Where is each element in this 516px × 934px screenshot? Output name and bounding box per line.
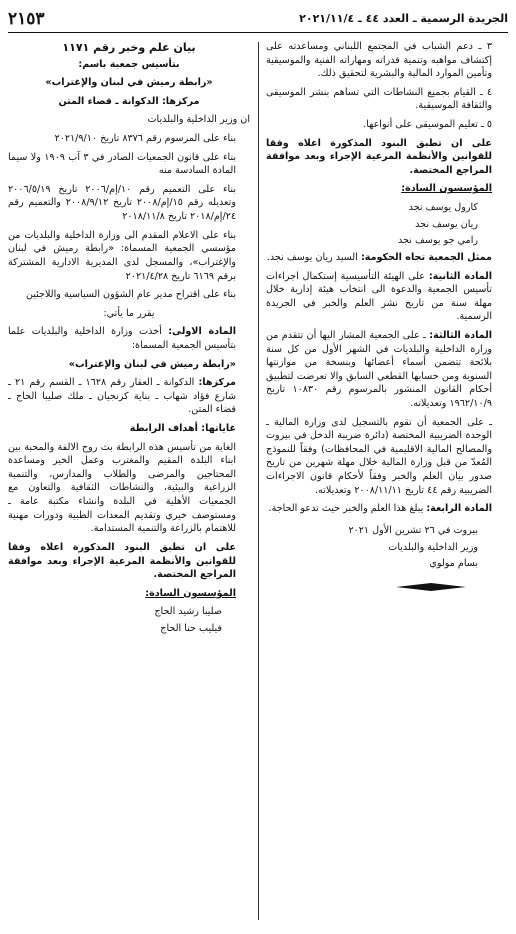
article-3-label: المادة الثالثة: bbox=[429, 329, 492, 341]
page-header bbox=[8, 6, 508, 33]
signature-title: وزير الداخلية والبلديات bbox=[388, 541, 478, 553]
left-column bbox=[8, 40, 250, 922]
article-3 bbox=[266, 329, 506, 411]
government-representative bbox=[266, 251, 506, 265]
paragraph-goal-5: ٥ ـ تعليم الموسيقى على أنواعها. bbox=[363, 119, 492, 131]
apply-clause: على ان تطبق البنود المذكورة اعلاه وفقا للقوانين والأنظمة المرعية الإجراء وبعد موافقة المراجع المختصة. bbox=[8, 541, 236, 581]
gazette-issue-title: الجريدة الرسمية ـ العدد ٤٤ ـ ٢٠٢١/١١/٤ bbox=[299, 12, 508, 26]
signature-block bbox=[266, 524, 506, 571]
signature-name: بسام مولوي bbox=[429, 558, 478, 570]
recital: بناء على قانون الجمعيات الصادر في ٣ آب ١٩٠٩ ولا سيما المادة السادسة منه bbox=[8, 151, 237, 177]
founder-name: كارول يوسف نجد bbox=[408, 202, 478, 214]
headquarters-detail bbox=[8, 376, 250, 417]
minister-intro: ان وزير الداخلية والبلديات bbox=[147, 114, 250, 126]
article-4-label: المادة الرابعة: bbox=[426, 503, 492, 515]
notice-title: بيان علم وخبر رقم ١١٧١ bbox=[62, 41, 196, 54]
paragraph-goal-3: ٣ ـ دعم الشباب في المجتمع اللبناني ومساعدته على إكتشاف مواهبه وتنمية قدراته ومهاراته الفنية والموسيقية وتأمين الموارد المالية والبشرية لتحقيق ذلك. bbox=[266, 41, 492, 80]
founders-heading: المؤسسون السادة: bbox=[145, 587, 236, 599]
founders-list bbox=[8, 605, 250, 635]
founder-name: فيليب حنا الحاج bbox=[160, 622, 222, 634]
association-name: «رابطة رميش في لبنان والإغتراب» bbox=[45, 77, 213, 89]
representative-value: السيد ريان يوسف نجد. bbox=[266, 251, 358, 263]
notice-subtitle: بتأسيس جمعية باسم: bbox=[78, 58, 180, 70]
right-column bbox=[266, 40, 506, 922]
recital: بناء على الاعلام المقدم الى وزارة الداخلية والبلديات من مؤسسي الجمعية المسماة: «رابطة رميش في لبنان والإغتراب»، والمسجل لدى المديرية الادارية المشتركة برقم ٦١٦٩ تاريخ ٢٠٢١/٤/٢٨ bbox=[8, 229, 236, 282]
signature-date: بيروت في ٢٦ تشرين الأول ٢٠٢١ bbox=[348, 524, 478, 536]
article-1-text: أخذت وزارة الداخلية والبلديات علما بتأسيس الجمعية المسماة: bbox=[8, 326, 236, 351]
paragraph-goal-4: ٤ ـ القيام بجميع النشاطات التي تساهم بنشر الموسيقى والثقافة الموسيقية. bbox=[266, 86, 492, 112]
association-name-repeat: «رابطة رميش في لبنان والإغتراب» bbox=[68, 358, 236, 370]
article-3-tax: ـ على الجمعية أن تقوم بالتسجيل لدى وزارة المالية ـ الوحدة الضريبية المختصة (دائرة ضريبة الدخل في بيروت والمصالح المالية الاقليمية في المحافظات) وفقاً للنموذج المُعدّ من قبل وزارة المالية خلال مهلة شهرين من تاريخ صدور بيان العلم والخبر وفقاً لأحكام قانون الاجراءات الضريبية رقم ٤٤ تاريخ ٢٠٠٨/١١/١١ وتعديلاته. bbox=[266, 416, 492, 496]
recital: بناء على التعميم رقم ١٠/إم/٢٠٠٦ تاريخ ٢٠٠٦/٥/١٩ وتعديله رقم ١٥/إم/٢٠٠٨ تاريخ ٢٠٠٨/٩/١٢ والتعميم رقم ٢٤/إم/٢٠١٨ تاريخ ٢٠١٨/١١/٨ bbox=[8, 183, 236, 223]
decides-line: يقرر ما يأتي: bbox=[103, 307, 155, 319]
recital: بناء على اقتراح مدير عام الشؤون السياسية واللاجئين bbox=[25, 289, 236, 301]
column-divider bbox=[258, 42, 259, 920]
founders-list bbox=[266, 201, 506, 248]
article-3-text: ـ على الجمعية المشار اليها أن تتقدم من وزارة الداخلية والبلديات في الشهر الأول من كل سنة بلائحة تتضمن أسماء أعضائها وبنسخة من موازنتها السنوية ومن حسابها القطعي السابق والا تعرضت لتطبيق أحكام القانون المنشور بالمرسوم رقم ١٠٨٣٠ تاريخ ١٩٦٢/١٠/٩ وتعديلاته. bbox=[266, 329, 492, 410]
goals-heading: غاياتها: أهداف الرابطة bbox=[129, 423, 236, 435]
article-2-label: المادة الثانية: bbox=[428, 270, 492, 282]
article-2 bbox=[266, 270, 506, 324]
article-1 bbox=[8, 325, 250, 352]
article-1-label: المادة الاولى: bbox=[168, 326, 236, 338]
association-hq: مركزها: الدكوانة ـ قضاء المتن bbox=[58, 95, 200, 107]
founder-name: ريان يوسف نجد bbox=[415, 218, 478, 230]
article-4-text: يبلغ هذا العلم والخبر حيث تدعو الحاجة. bbox=[268, 503, 424, 515]
article-2-text: على الهيئة التأسيسية إستكمال اجراءات تأسيس الجمعية والدعوة الى انتخاب هيئة إدارية خلال مهلة سنة من تاريخ نشر العلم والخبر في الجريدة الرسمية. bbox=[266, 270, 492, 323]
end-ornament bbox=[396, 582, 466, 592]
page-number: ٢١٥٣ bbox=[8, 8, 45, 29]
apply-clause: على ان تطبق البنود المذكورة اعلاه وفقا للقوانين والأنظمة المرعية الإجراء وبعد موافقة المراجع المختصة. bbox=[266, 137, 492, 176]
founder-name: رامي جو يوسف نجد bbox=[398, 235, 478, 247]
recital: بناء على المرسوم رقم ٨٣٧٦ تاريخ ٢٠٢١/٩/١٠ bbox=[54, 133, 236, 145]
founder-name: صليبا رشيد الحاج bbox=[154, 606, 222, 618]
founders-heading: المؤسسون السادة: bbox=[401, 183, 492, 195]
headquarters-label: مركزها: bbox=[198, 377, 236, 389]
article-4 bbox=[266, 502, 506, 516]
representative-label: ممثل الجمعية تجاه الحكومة: bbox=[360, 251, 492, 263]
goals-text: الغاية من تأسيس هذه الرابطة بث روح الالفة والمحبة بين ابناء البلدة المقيم والمغترب وعمل الخير ومساعدة المحتاجين والمرضى والطلاب والمدارس، والتنمية الزراعية والبيئية، والنشاطات الثقافية والتعاون مع الجمعيات الأهلية في البلدة وانشاء مكتبة عامة ـ ومستوصف خيري وتقديم المعدات الطبية ودورات مهنية للاهتمام بالزراعة والتنمية المستدامة. bbox=[8, 441, 236, 535]
headquarters-text: الدكوانة ـ العقار رقم ١٦٢٨ ـ القسم رقم ٢١ ـ شارع فؤاد شهاب ـ بناية كزنجيان ـ ملك صليبا الحاج ـ قضاء المتن. bbox=[8, 377, 236, 416]
